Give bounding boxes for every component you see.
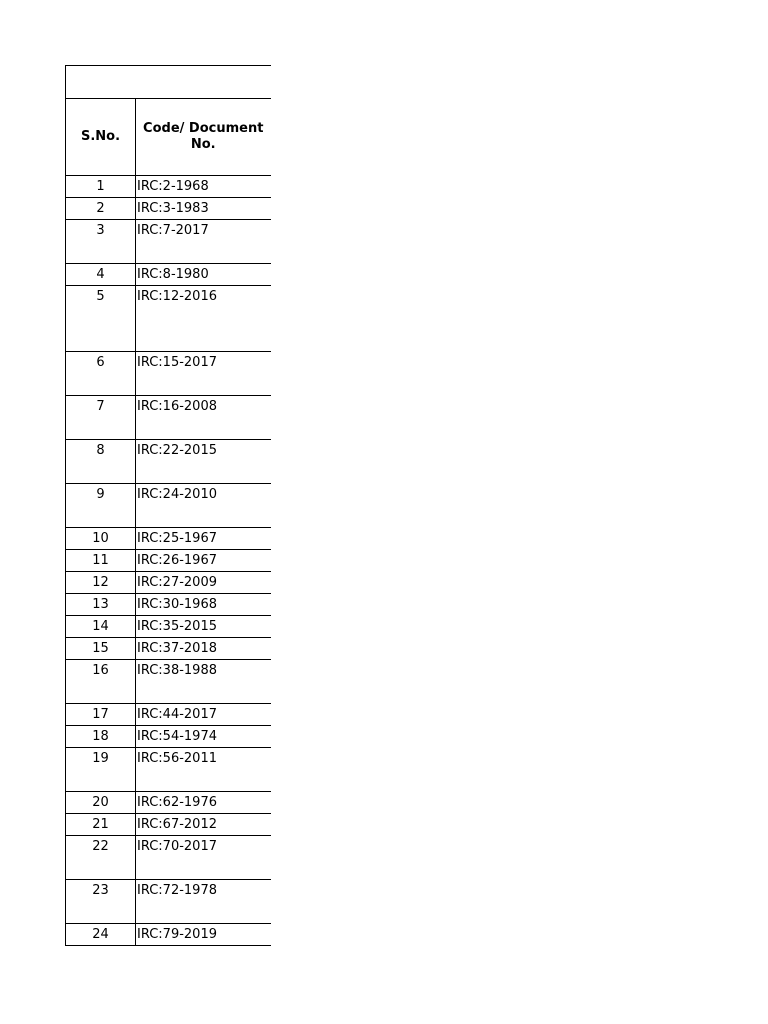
table-row <box>66 528 271 550</box>
table-title-row <box>66 66 271 99</box>
code-cell: IRC:27-2009 <box>136 572 271 594</box>
sno-cell: 22 <box>66 836 136 880</box>
sno-cell: 9 <box>66 484 136 528</box>
table-row <box>66 264 271 286</box>
sno-cell: 16 <box>66 660 136 704</box>
table-row <box>66 638 271 660</box>
table-row <box>66 572 271 594</box>
code-cell: IRC:38-1988 <box>136 660 271 704</box>
table-title-cell <box>66 66 271 99</box>
sno-cell: 6 <box>66 352 136 396</box>
sno-cell: 19 <box>66 748 136 792</box>
code-cell: IRC:7-2017 <box>136 220 271 264</box>
sno-cell: 4 <box>66 264 136 286</box>
sno-cell: 8 <box>66 440 136 484</box>
table-row <box>66 924 271 946</box>
code-cell: IRC:22-2015 <box>136 440 271 484</box>
sno-cell: 20 <box>66 792 136 814</box>
table-row <box>66 550 271 572</box>
code-cell: IRC:70-2017 <box>136 836 271 880</box>
table-row <box>66 704 271 726</box>
table-row <box>66 594 271 616</box>
table-row <box>66 792 271 814</box>
code-list-table <box>65 65 271 946</box>
code-cell: IRC:62-1976 <box>136 792 271 814</box>
sno-cell: 5 <box>66 286 136 352</box>
sno-cell: 24 <box>66 924 136 946</box>
code-cell: IRC:37-2018 <box>136 638 271 660</box>
table-row <box>66 836 271 880</box>
table-row <box>66 484 271 528</box>
table-header-row <box>66 99 271 176</box>
table-row <box>66 176 271 198</box>
table-row <box>66 198 271 220</box>
sno-cell: 23 <box>66 880 136 924</box>
sno-cell: 13 <box>66 594 136 616</box>
code-cell: IRC:16-2008 <box>136 396 271 440</box>
code-cell: IRC:12-2016 <box>136 286 271 352</box>
code-cell: IRC:25-1967 <box>136 528 271 550</box>
table-row <box>66 286 271 352</box>
code-cell: IRC:67-2012 <box>136 814 271 836</box>
code-cell: IRC:79-2019 <box>136 924 271 946</box>
table-row <box>66 220 271 264</box>
code-cell: IRC:35-2015 <box>136 616 271 638</box>
sno-cell: 7 <box>66 396 136 440</box>
code-cell: IRC:56-2011 <box>136 748 271 792</box>
code-cell: IRC:3-1983 <box>136 198 271 220</box>
table-row <box>66 880 271 924</box>
table-row <box>66 440 271 484</box>
code-cell: IRC:15-2017 <box>136 352 271 396</box>
table-row <box>66 396 271 440</box>
sno-cell: 12 <box>66 572 136 594</box>
code-cell: IRC:54-1974 <box>136 726 271 748</box>
code-cell: IRC:30-1968 <box>136 594 271 616</box>
sno-cell: 21 <box>66 814 136 836</box>
sno-cell: 1 <box>66 176 136 198</box>
code-cell: IRC:26-1967 <box>136 550 271 572</box>
code-cell: IRC:72-1978 <box>136 880 271 924</box>
sno-cell: 18 <box>66 726 136 748</box>
sno-column-header: S.No. <box>66 99 136 176</box>
sno-cell: 2 <box>66 198 136 220</box>
table-row <box>66 748 271 792</box>
code-cell: IRC:24-2010 <box>136 484 271 528</box>
code-cell: IRC:2-1968 <box>136 176 271 198</box>
sno-cell: 10 <box>66 528 136 550</box>
table-row <box>66 726 271 748</box>
sno-cell: 14 <box>66 616 136 638</box>
table-row <box>66 352 271 396</box>
sno-cell: 3 <box>66 220 136 264</box>
sno-cell: 17 <box>66 704 136 726</box>
table-row <box>66 814 271 836</box>
code-cell: IRC:44-2017 <box>136 704 271 726</box>
sno-cell: 11 <box>66 550 136 572</box>
sno-cell: 15 <box>66 638 136 660</box>
table-body <box>66 176 271 946</box>
code-cell: IRC:8-1980 <box>136 264 271 286</box>
table-row <box>66 660 271 704</box>
table-row <box>66 616 271 638</box>
code-column-header: Code/ Document No. <box>136 99 271 176</box>
